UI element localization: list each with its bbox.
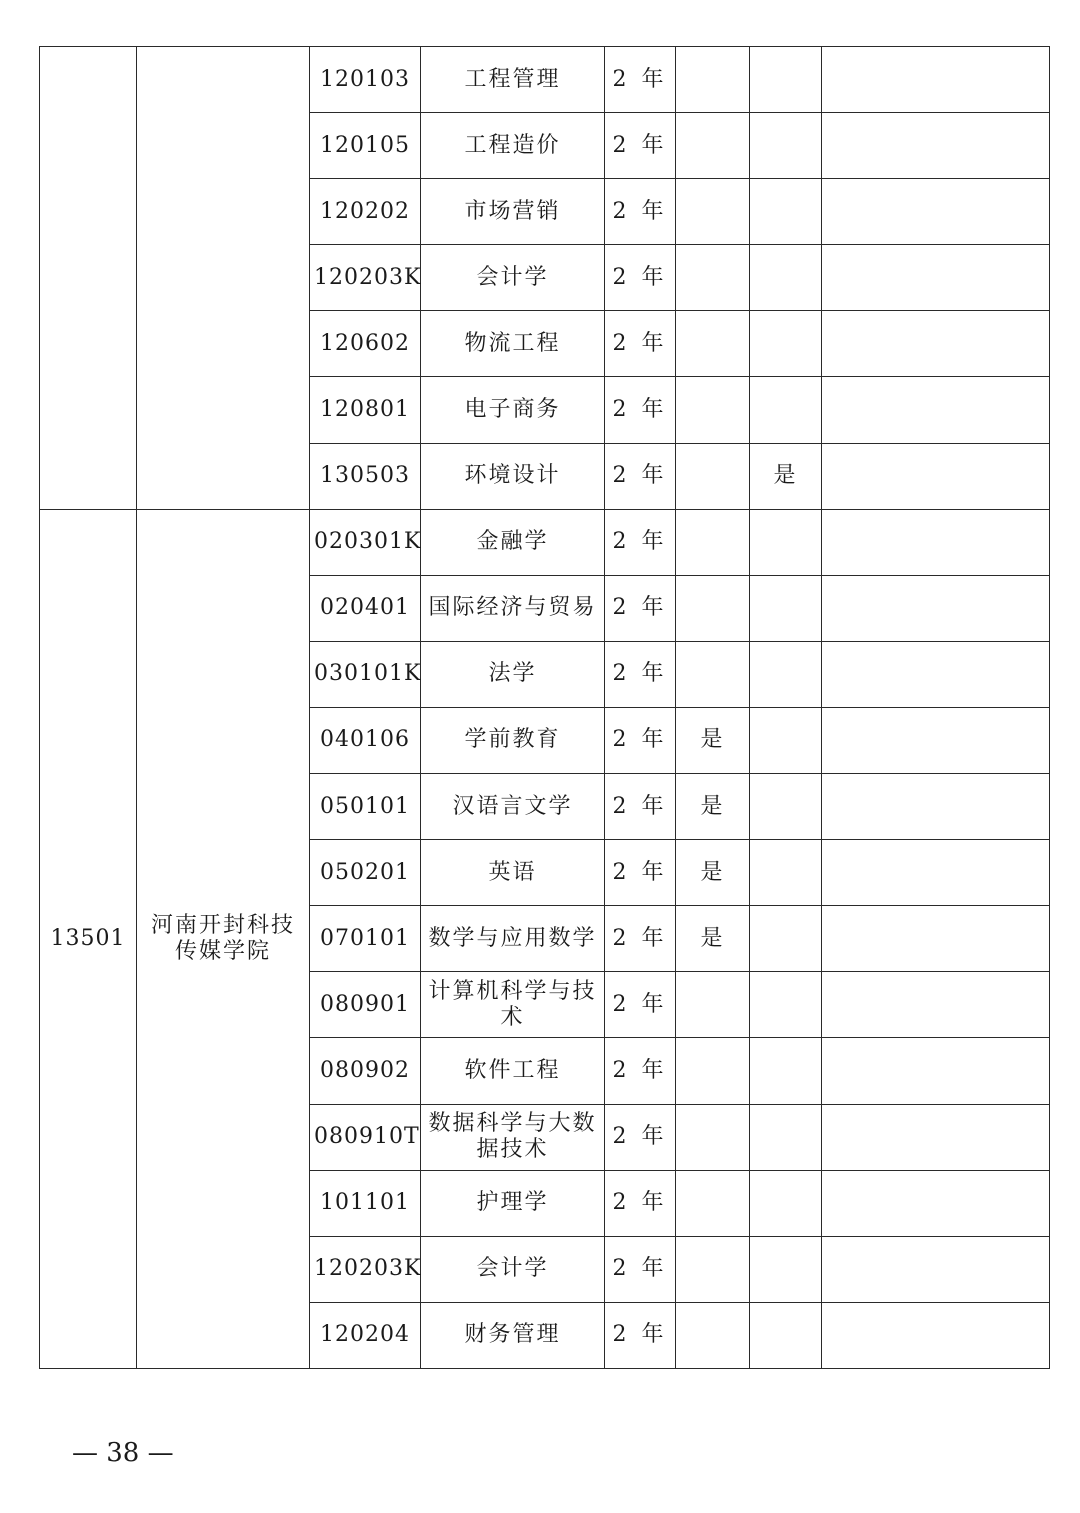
flag-a-cell	[676, 1236, 750, 1302]
program-code-cell: 120801	[310, 377, 421, 443]
duration-cell: 2 年	[605, 1302, 676, 1368]
duration-cell: 2 年	[605, 774, 676, 840]
note-cell	[822, 1302, 1050, 1368]
flag-b-cell	[750, 509, 822, 575]
duration-cell: 2 年	[605, 972, 676, 1038]
program-code-cell: 120203K	[310, 245, 421, 311]
program-name-cell: 市场营销	[421, 179, 605, 245]
note-cell	[822, 840, 1050, 906]
program-name-cell: 法学	[421, 641, 605, 707]
flag-a-cell	[676, 377, 750, 443]
flag-b-cell	[750, 245, 822, 311]
program-name-cell: 工程管理	[421, 47, 605, 113]
duration-cell: 2 年	[605, 311, 676, 377]
note-cell	[822, 972, 1050, 1038]
program-code-cell: 040106	[310, 707, 421, 773]
program-name-cell: 学前教育	[421, 707, 605, 773]
program-name-cell: 会计学	[421, 245, 605, 311]
note-cell	[822, 377, 1050, 443]
note-cell	[822, 906, 1050, 972]
flag-a-cell	[676, 575, 750, 641]
flag-b-cell	[750, 774, 822, 840]
flag-a-cell	[676, 311, 750, 377]
flag-a-cell	[676, 1104, 750, 1170]
flag-b-cell	[750, 1236, 822, 1302]
flag-a-cell	[676, 641, 750, 707]
flag-b-cell: 是	[750, 443, 822, 509]
note-cell	[822, 1236, 1050, 1302]
flag-a-cell: 是	[676, 906, 750, 972]
program-name-cell: 护理学	[421, 1170, 605, 1236]
note-cell	[822, 245, 1050, 311]
duration-cell: 2 年	[605, 1104, 676, 1170]
duration-cell: 2 年	[605, 707, 676, 773]
program-table	[39, 46, 1050, 1369]
program-name-cell: 英语	[421, 840, 605, 906]
program-code-cell: 120105	[310, 113, 421, 179]
page-number: — 38 —	[72, 1438, 174, 1468]
flag-b-cell	[750, 1302, 822, 1368]
duration-cell: 2 年	[605, 1236, 676, 1302]
table-row	[40, 47, 1050, 113]
flag-a-cell	[676, 47, 750, 113]
duration-cell: 2 年	[605, 377, 676, 443]
duration-cell: 2 年	[605, 1038, 676, 1104]
flag-a-cell: 是	[676, 840, 750, 906]
flag-b-cell	[750, 113, 822, 179]
program-name-cell: 财务管理	[421, 1302, 605, 1368]
program-name-cell: 环境设计	[421, 443, 605, 509]
flag-b-cell	[750, 47, 822, 113]
flag-b-cell	[750, 707, 822, 773]
note-cell	[822, 1038, 1050, 1104]
program-code-cell: 130503	[310, 443, 421, 509]
flag-a-cell	[676, 972, 750, 1038]
flag-b-cell	[750, 377, 822, 443]
note-cell	[822, 443, 1050, 509]
program-code-cell: 120204	[310, 1302, 421, 1368]
program-name-cell: 国际经济与贸易	[421, 575, 605, 641]
program-code-cell: 070101	[310, 906, 421, 972]
flag-a-cell: 是	[676, 707, 750, 773]
duration-cell: 2 年	[605, 113, 676, 179]
flag-a-cell	[676, 1302, 750, 1368]
flag-a-cell	[676, 179, 750, 245]
flag-b-cell	[750, 840, 822, 906]
program-name-cell: 会计学	[421, 1236, 605, 1302]
note-cell	[822, 774, 1050, 840]
flag-a-cell	[676, 1170, 750, 1236]
flag-b-cell	[750, 1038, 822, 1104]
program-code-cell: 080910T	[310, 1104, 421, 1170]
duration-cell: 2 年	[605, 1170, 676, 1236]
program-code-cell: 120103	[310, 47, 421, 113]
school-name-cell	[137, 47, 310, 510]
flag-b-cell	[750, 1104, 822, 1170]
flag-a-cell	[676, 443, 750, 509]
flag-a-cell	[676, 113, 750, 179]
program-name-cell: 物流工程	[421, 311, 605, 377]
flag-b-cell	[750, 972, 822, 1038]
program-name-cell: 软件工程	[421, 1038, 605, 1104]
note-cell	[822, 1170, 1050, 1236]
flag-a-cell	[676, 245, 750, 311]
school-code-cell	[40, 47, 137, 510]
note-cell	[822, 509, 1050, 575]
school-code-cell: 13501	[40, 509, 137, 1368]
duration-cell: 2 年	[605, 179, 676, 245]
note-cell	[822, 641, 1050, 707]
program-name-cell: 工程造价	[421, 113, 605, 179]
flag-b-cell	[750, 179, 822, 245]
note-cell	[822, 707, 1050, 773]
program-name-cell: 计算机科学与技术	[421, 972, 605, 1038]
duration-cell: 2 年	[605, 840, 676, 906]
program-code-cell: 050101	[310, 774, 421, 840]
program-code-cell: 020301K	[310, 509, 421, 575]
duration-cell: 2 年	[605, 509, 676, 575]
program-code-cell: 120202	[310, 179, 421, 245]
flag-a-cell	[676, 509, 750, 575]
note-cell	[822, 47, 1050, 113]
duration-cell: 2 年	[605, 575, 676, 641]
program-name-cell: 数学与应用数学	[421, 906, 605, 972]
program-code-cell: 020401	[310, 575, 421, 641]
program-name-cell: 金融学	[421, 509, 605, 575]
flag-b-cell	[750, 1170, 822, 1236]
flag-b-cell	[750, 906, 822, 972]
program-name-cell: 电子商务	[421, 377, 605, 443]
program-code-cell: 080902	[310, 1038, 421, 1104]
program-code-cell: 030101K	[310, 641, 421, 707]
note-cell	[822, 1104, 1050, 1170]
duration-cell: 2 年	[605, 641, 676, 707]
duration-cell: 2 年	[605, 443, 676, 509]
table-row	[40, 509, 1050, 575]
flag-a-cell	[676, 1038, 750, 1104]
duration-cell: 2 年	[605, 47, 676, 113]
program-code-cell: 120203K	[310, 1236, 421, 1302]
program-code-cell: 050201	[310, 840, 421, 906]
note-cell	[822, 575, 1050, 641]
program-code-cell: 120602	[310, 311, 421, 377]
flag-b-cell	[750, 641, 822, 707]
duration-cell: 2 年	[605, 245, 676, 311]
note-cell	[822, 179, 1050, 245]
flag-b-cell	[750, 575, 822, 641]
note-cell	[822, 113, 1050, 179]
table-body	[40, 47, 1050, 1369]
note-cell	[822, 311, 1050, 377]
program-code-cell: 080901	[310, 972, 421, 1038]
school-name-cell: 河南开封科技传媒学院	[137, 509, 310, 1368]
duration-cell: 2 年	[605, 906, 676, 972]
program-name-cell: 汉语言文学	[421, 774, 605, 840]
flag-b-cell	[750, 311, 822, 377]
program-code-cell: 101101	[310, 1170, 421, 1236]
flag-a-cell: 是	[676, 774, 750, 840]
program-name-cell: 数据科学与大数据技术	[421, 1104, 605, 1170]
